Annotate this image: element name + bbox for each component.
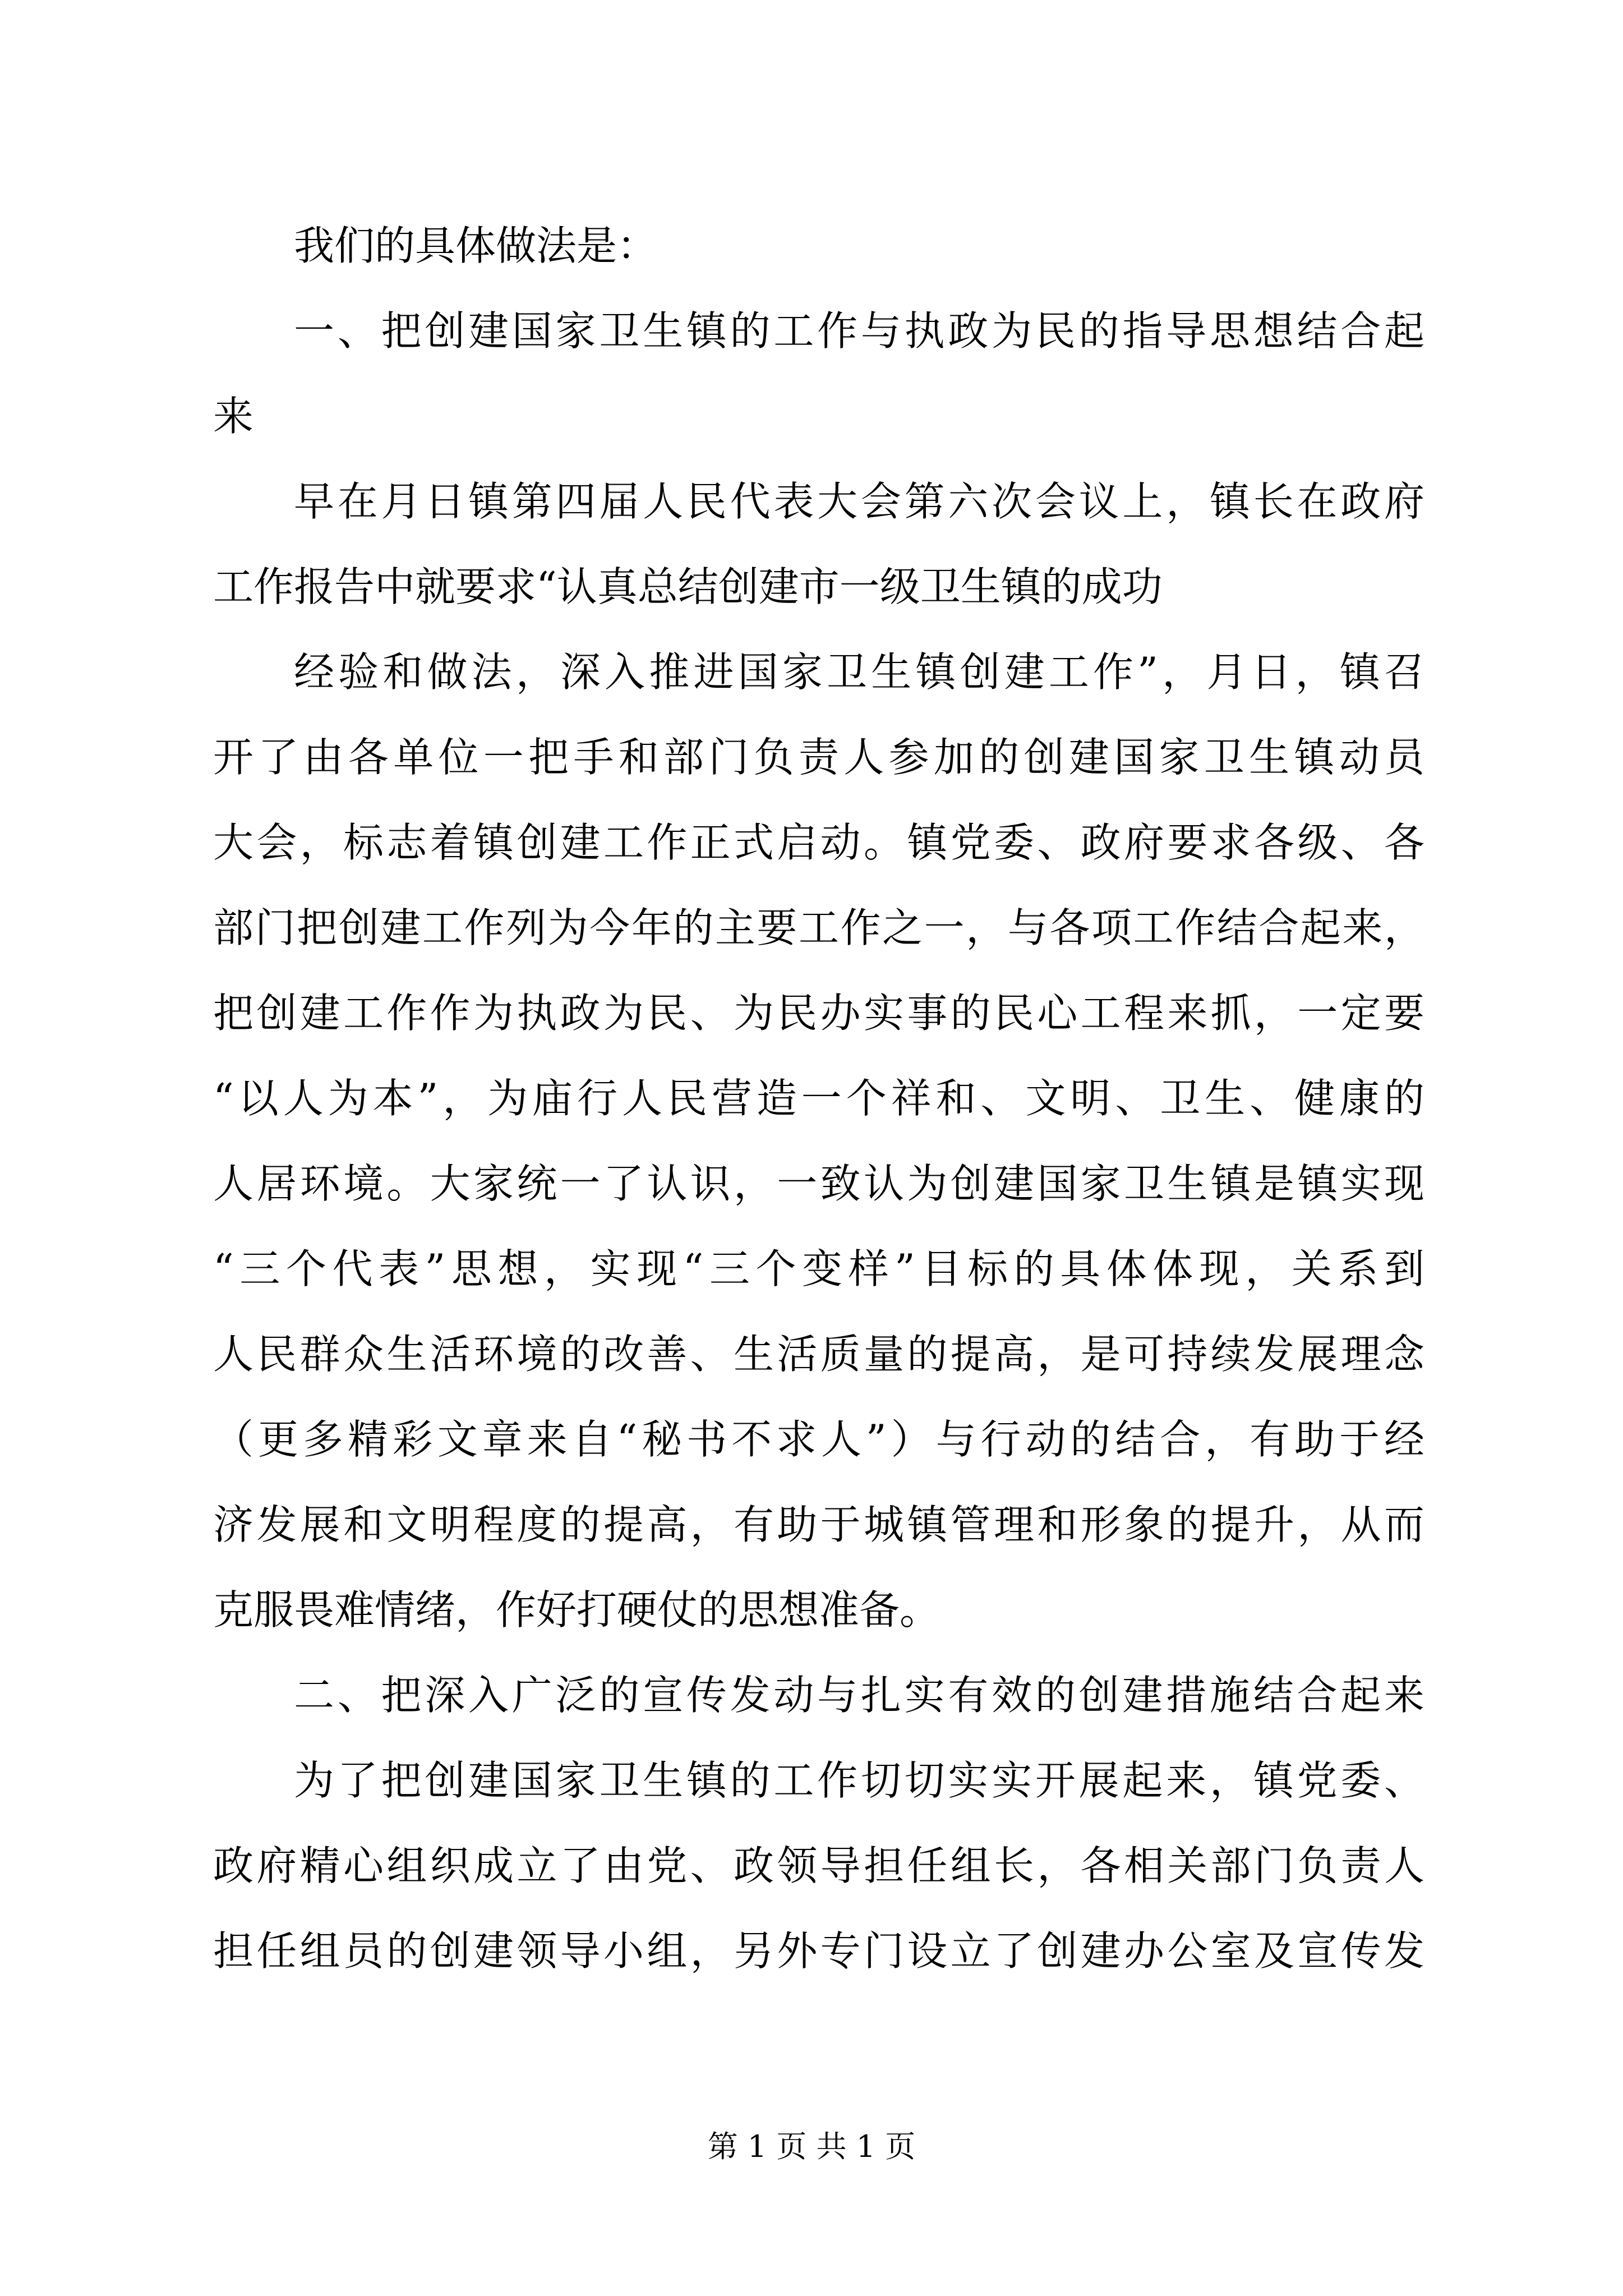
paragraph-line: 部门把创建工作列为今年的主要工作之一，与各项工作结合起来， xyxy=(213,904,1424,951)
paragraph-line: 人民群众生活环境的改善、生活质量的提高，是可持续发展理念 xyxy=(213,1331,1424,1378)
paragraph-line: 我们的具体做法是： xyxy=(294,222,658,269)
paragraph-line: 把创建工作作为执政为民、为民办实事的民心工程来抓，一定要 xyxy=(213,990,1424,1037)
paragraph-line: “以人为本”，为庙行人民营造一个祥和、文明、卫生、健康的 xyxy=(213,1075,1424,1122)
paragraph-line: “三个代表”思想，实现“三个变样”目标的具体体现，关系到 xyxy=(213,1245,1424,1292)
paragraph-line: 开了由各单位一把手和部门负责人参加的创建国家卫生镇动员 xyxy=(213,734,1424,781)
paragraph-line: （更多精彩文章来自“秘书不求人”）与行动的结合，有助于经 xyxy=(213,1416,1424,1463)
section-heading-line: 来 xyxy=(213,393,254,440)
paragraph-line: 经验和做法，深入推进国家卫生镇创建工作”，月日，镇召 xyxy=(294,648,1424,696)
paragraph-line: 人居环境。大家统一了认识，一致认为创建国家卫生镇是镇实现 xyxy=(213,1160,1424,1207)
paragraph-line: 济发展和文明程度的提高，有助于城镇管理和形象的提升，从而 xyxy=(213,1501,1424,1548)
paragraph-line: 担任组员的创建领导小组，另外专门设立了创建办公室及宣传发 xyxy=(213,1927,1424,1975)
section-heading-line: 一、把创建国家卫生镇的工作与执政为民的指导思想结合起 xyxy=(294,307,1424,355)
paragraph-line: 大会，标志着镇创建工作正式启动。镇党委、政府要求各级、各 xyxy=(213,819,1424,866)
paragraph-line: 克服畏难情绪，作好打硬仗的思想准备。 xyxy=(213,1586,940,1634)
section-heading-line: 二、把深入广泛的宣传发动与扎实有效的创建措施结合起来 xyxy=(294,1672,1424,1719)
paragraph-line: 为了把创建国家卫生镇的工作切切实实开展起来，镇党委、 xyxy=(294,1757,1424,1804)
paragraph-line: 工作报告中就要求“认真总结创建市一级卫生镇的成功 xyxy=(213,563,1163,610)
page-number-footer: 第 1 页 共 1 页 xyxy=(707,2129,916,2164)
paragraph-line: 政府精心组织成立了由党、政领导担任组长，各相关部门负责人 xyxy=(213,1842,1424,1889)
paragraph-line: 早在月日镇第四届人民代表大会第六次会议上，镇长在政府 xyxy=(294,478,1424,525)
